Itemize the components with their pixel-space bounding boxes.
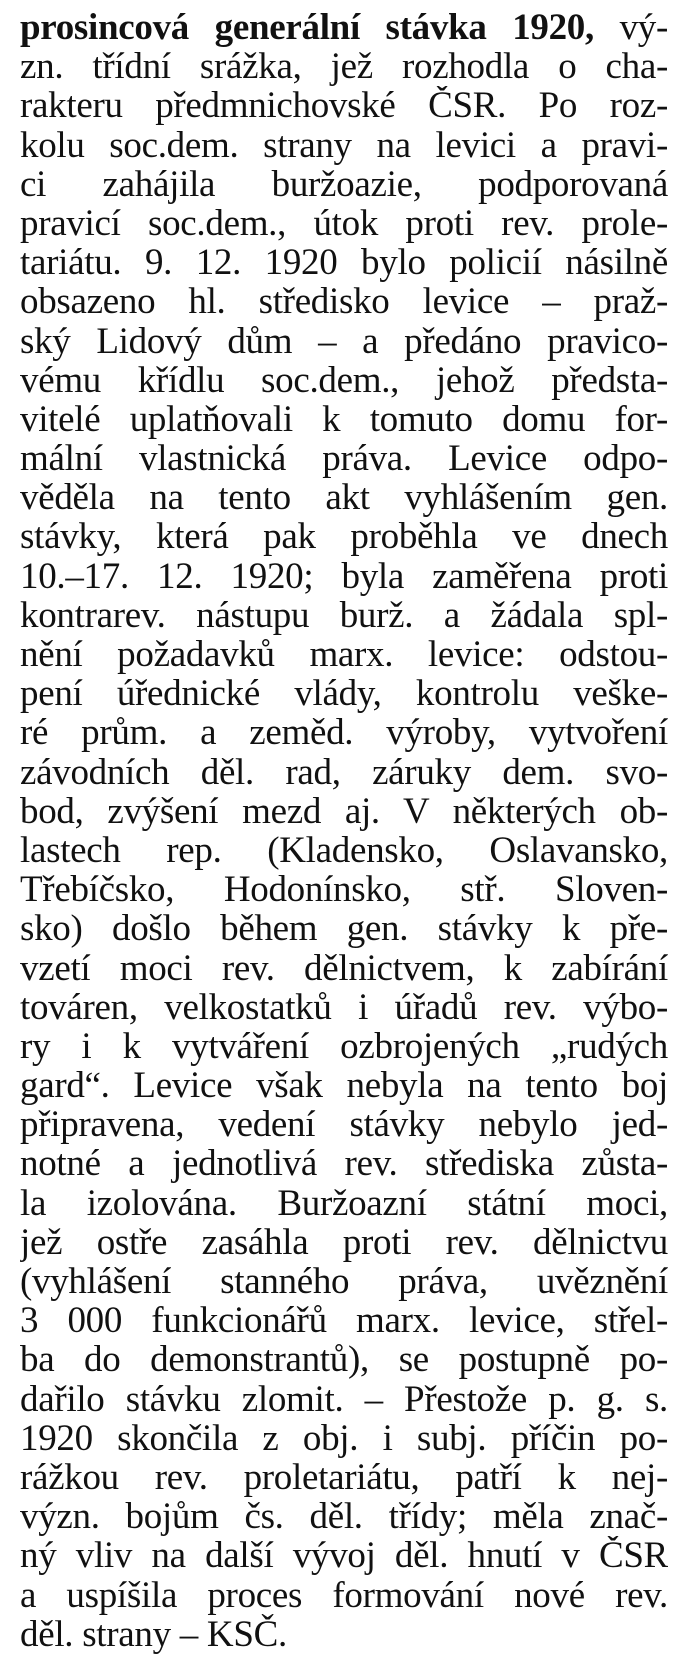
entry-line: ci zahájila buržoazie, podporovaná xyxy=(20,164,668,204)
entry-line: Třebíčsko, Hodonínsko, stř. Sloven- xyxy=(20,870,668,910)
entry-line: rakteru předmnichovské ČSR. Po roz- xyxy=(20,86,668,126)
entry-line: gard“. Levice však nebyla na tento boj xyxy=(20,1066,668,1106)
entry-line: ré prům. a zeměd. výroby, vytvoření xyxy=(20,713,668,753)
entry-line: kolu soc.dem. strany na levici a pravi- xyxy=(20,125,668,165)
entry-line: sko) došlo během gen. stávky k pře- xyxy=(20,909,668,949)
entry-line: pení úřednické vlády, kontrolu veške- xyxy=(20,674,668,714)
entry-line: a uspíšila proces formování nové rev. xyxy=(20,1575,668,1615)
entry-line: věděla na tento akt vyhlášením gen. xyxy=(20,478,668,518)
entry-line: děl. strany – KSČ. xyxy=(20,1613,287,1655)
entry-line: notné a jednotlivá rev. střediska zůsta- xyxy=(20,1144,668,1184)
entry-line: továren, velkostatků i úřadů rev. výbo- xyxy=(20,987,668,1027)
entry-line: 10.–17. 12. 1920; byla zaměřena proti xyxy=(20,556,668,596)
entry-line: lastech rep. (Kladensko, Oslavansko, xyxy=(20,830,668,871)
entry-line: tariátu. 9. 12. 1920 bylo policií násilně xyxy=(20,243,668,283)
entry-line: 1920 skončila z obj. i subj. příčin po- xyxy=(20,1418,668,1458)
entry-headword: prosincová generální stávka 1920, xyxy=(20,8,594,48)
entry-line: la izolována. Buržoazní státní moci, xyxy=(20,1183,668,1223)
entry-line: vitelé uplatňovali k tomuto domu for- xyxy=(20,399,668,440)
entry-body xyxy=(20,47,668,1654)
entry-line: rážkou rev. proletariátu, patří k nej- xyxy=(20,1457,668,1498)
entry-line: obsazeno hl. středisko levice – praž- xyxy=(20,282,668,322)
entry-line: 3 000 funkcionářů marx. levice, střel- xyxy=(20,1301,668,1341)
entry-line: stávky, která pak proběhla ve dnech xyxy=(20,517,668,557)
entry-line: dařilo stávku zlomit. – Přestože p. g. s. xyxy=(20,1379,668,1419)
entry-line: kontrarev. nástupu burž. a žádala spl- xyxy=(20,595,668,635)
entry-line: význ. bojům čs. děl. třídy; měla znač- xyxy=(20,1497,668,1537)
entry-line-1 xyxy=(20,8,668,47)
entry-line: vzetí moci rev. dělnictvem, k zabírání xyxy=(20,948,668,988)
entry-line: připravena, vedení stávky nebylo jed- xyxy=(20,1105,668,1145)
entry-line: (vyhlášení stanného práva, uvěznění xyxy=(20,1262,668,1302)
entry-line: mální vlastnická práva. Levice odpo- xyxy=(20,439,668,479)
entry-line: bod, zvýšení mezd aj. V některých ob- xyxy=(20,791,668,831)
entry-line: ry i k vytváření ozbrojených „rudých xyxy=(20,1026,668,1067)
entry-line: nění požadavků marx. levice: odstou- xyxy=(20,635,668,675)
entry-line: ba do demonstrantů), se postupně po- xyxy=(20,1340,668,1380)
entry-line: závodních děl. rad, záruky dem. svo- xyxy=(20,752,668,792)
entry-line: jež ostře zasáhla proti rev. dělnictvu xyxy=(20,1222,668,1262)
entry-line: vému křídlu soc.dem., jehož předsta- xyxy=(20,360,668,400)
entry-line: ný vliv na další vývoj děl. hnutí v ČSR xyxy=(20,1536,668,1576)
entry-line: zn. třídní srážka, jež rozhodla o cha- xyxy=(20,47,668,87)
entry-line: ský Lidový dům – a předáno pravico- xyxy=(20,321,668,361)
first-line-rest: vý- xyxy=(619,8,668,48)
encyclopedia-entry xyxy=(20,8,668,1654)
entry-line: pravicí soc.dem., útok proti rev. prole- xyxy=(20,203,668,244)
